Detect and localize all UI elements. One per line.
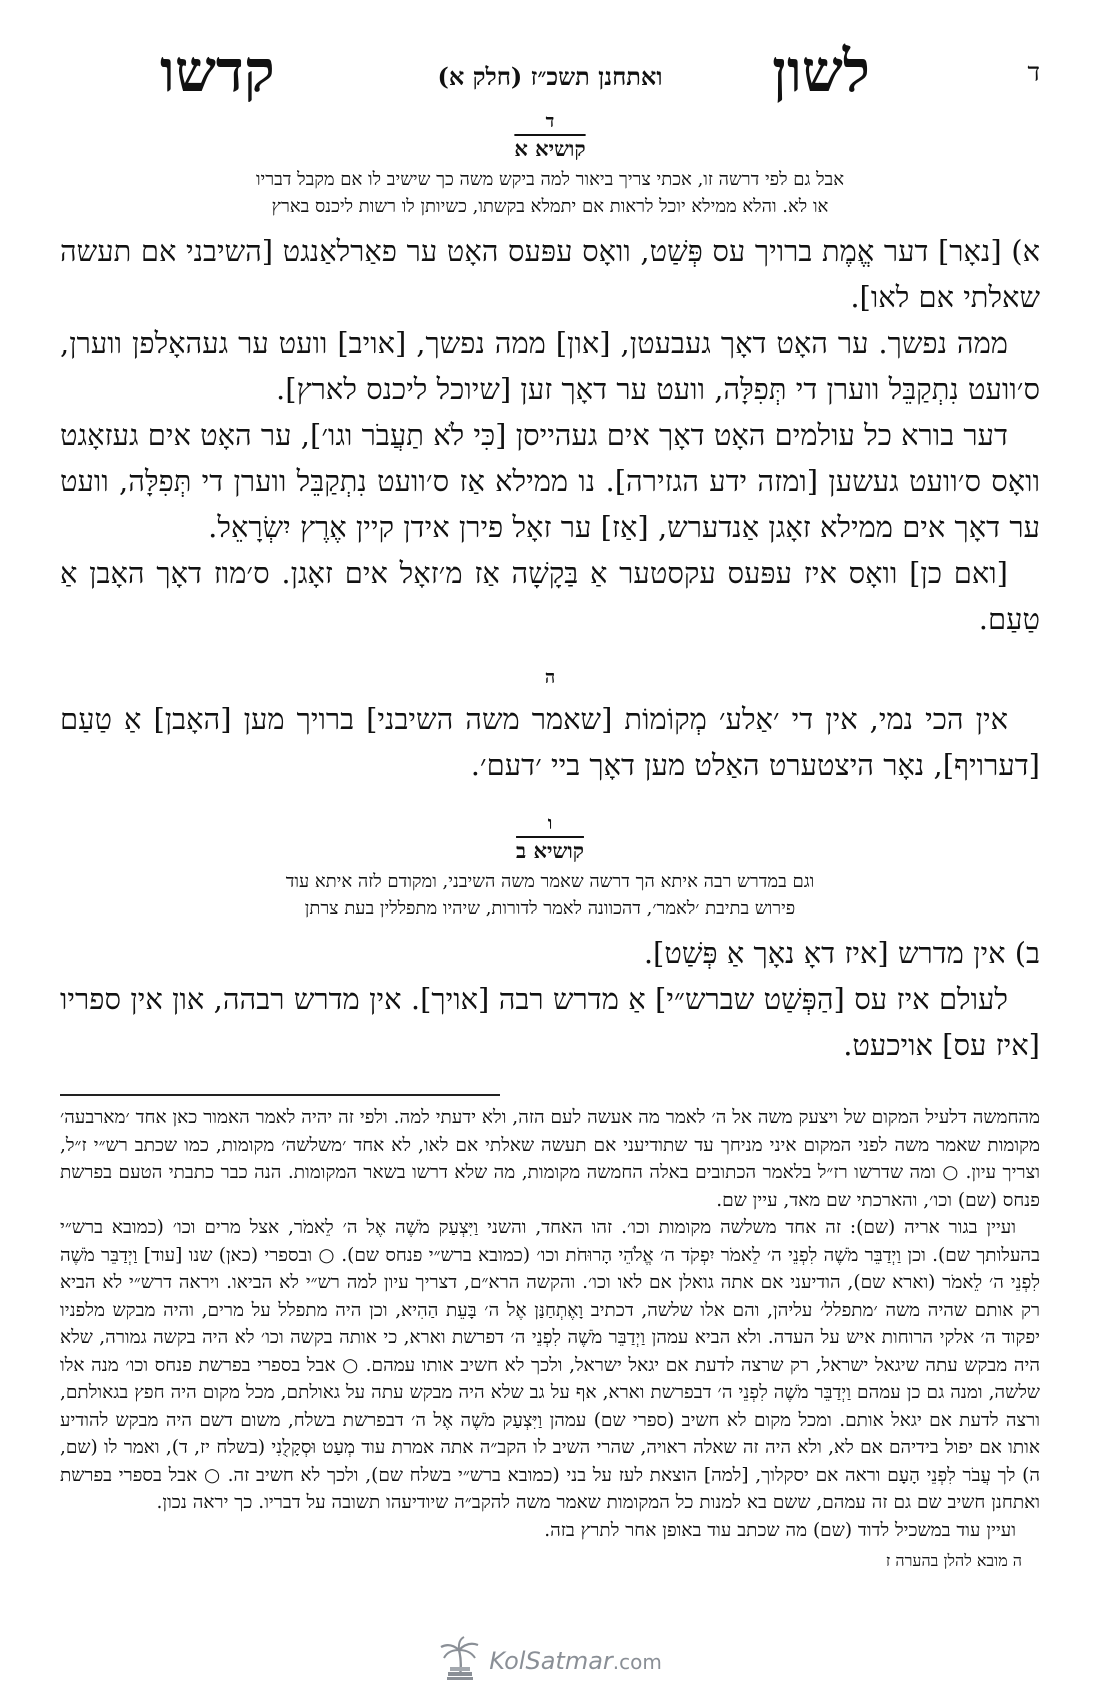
body-paragraph: לעולם איז עס [הַפְּשַׁט שברש״י] אַ מדרש רבה [אויך]. אין מדרש רבהה, און אין ספריו [איז עס] אויכעט. [60,982,1040,1062]
running-title-right: לשון [772,37,870,105]
running-title-left: קדשו [160,37,275,105]
body-paragraph: [ואם כן] וואָס איז עפּעס עקסטער אַ בַּקָשָׁה אַז מ׳זאָל אים זאָגן. ס׳מוז דאָך האָבן אַ טַעַם. [60,556,1040,636]
document-page [60,37,1040,1574]
body-paragraph: ממה נפשך. ער האָט דאָך געבעטן, [און] ממה נפשך, [אויב] וועט ער געהאָלפן ווערן, ס׳וועט נִתְקַבֵּל ווערן די תְּפִלָּה, וועט ער דאָך זען [שיוכל ליכנס לארץ]. [60,326,1040,406]
body-paragraph: ב) אין מדרש [איז דאָ נאָך אַ פְּשַׁט]. [643,936,1040,970]
logo-text [489,1647,662,1675]
quote-line: או לא. והלא ממילא יוכל לראות אם יתמלא בקשתו, כשיותן לו רשות ליכנס בארץ [271,196,829,217]
section-number: ה [544,667,556,688]
body-paragraph: דער בורא כל עולמים האָט דאָך אים געהייסן [כִּי לֹא תַעֲבֹר וגו׳], ער האָט אים געזאָגט וואָס ס׳וועט געשען [ומזה ידע הגזירה]. נו ממילא אַז ס׳וועט נִתְקַבֵּל ווערן די תְּפִלָּה, וועט ער דאָך אים ממילא זאָגן אַנדערש, [אַז] ער זאָל פירן אידן קיין אֶרֶץ יִשְׂרָאֵל. [60,418,1040,544]
page-number: ד [1027,58,1040,88]
footnote: ועיין עוד במשכיל לדוד (שם) מה שכתב עוד באופן אחר לתרץ בזה. [544,1519,1016,1541]
running-subtitle: ואתחנן תשכ״ז (חלק א) [437,62,663,91]
quote-line: אבל גם לפי דרשה זו, אכתי צריך ביאור למה ביקש משה כך שישיב לו אם מקבל דבריו [255,169,845,190]
section-quote [60,166,1040,220]
section-quote [60,868,1040,922]
body-paragraph: אין הכי נמי, אין די ׳אַלע׳ מְקוֹמוֹת [שאמר משה השיבני] ברויך מען [האָבן] אַ טַעַם [דערויף], נאָר היצטערט האַלט מען דאָך ביי ׳דעם׳. [60,702,1040,782]
section-number: ו [547,813,553,834]
section-heading: קושיא א [514,136,586,161]
body-paragraph: א) [נאָר] דער אֱמֶת ברויך עס פְּשַׁט, וואָס עפּעס האָט ער פאַרלאַנגט [השיבני אם תעשה שאלתי אם לאו]. [60,234,1040,314]
site-logo[interactable] [0,1636,1100,1686]
footnote-separator [60,1094,500,1096]
footnote: מהחמשה דלעיל המקום של ויצעק משה אל ה׳ לאמר מה אעשה לעם הזה, ולא ידעתי למה. ולפי זה יהיה לאמר האמור כאן אחד ׳מארבעה׳ מקומות שאמר משה לפני המקום איני מניחך עד שתודיעני אם תעשה שאלתי אם לאו, לא אחד ׳משלשה׳ מקומות, כמו שכתב רש״י ז״ל, וצריך עיון. ○ ומה שדרשו רז״ל בלאמר הכתובים באלה החמשה מקומות, מה שלא דרשו בשאר המקומות. הנה כבר כתבתי הטעם בפרשת פנחס (שם) וכו׳, והארכתי שם מאד, עיין שם. [60,1107,1040,1211]
footnote-reference: ה מובא להלן בהערה ז [885,1551,1022,1570]
quote-line: וגם במדרש רבה איתא הך דרשה שאמר משה השיבני, ומקודם לזה איתא עוד [285,871,815,892]
page-header [60,37,1040,105]
logo-domain: .com [612,1650,662,1674]
footnote: ועיין בגור אריה (שם): זה אחד משלשה מקומות וכו׳. זהו האחד, והשני וַיִּצְעַק מֹשֶׁה אֶל ה׳ לֵאמֹר, אצל מרים וכו׳ (כמובא ברש״י בהעלותך שם). וכן וַיְדַבֵּר מֹשֶׁה לִפְנֵי ה׳ לֵאמֹר יִפְקֹד ה׳ אֱלֹהֵי הָרוּחֹת וכו׳ (כמובא ברש״י פנחס שם). ○ ובספרי (כאן) שנו [עוד] וַיְדַבֵּר מֹשֶׁה לִפְנֵי ה׳ לֵאמֹר (וארא שם), הודיעני אם אתה גואלן אם לאו וכו׳. והקשה הרא״ם, דצריך עיון למה רש״י לא הביאו. ויראה דרש״י לא הביא רק אותם שהיה משה ׳מתפלל׳ עליהן, והם אלו שלשה, דכתיב וָאֶתְחַנַּן אֶל ה׳ בָּעֵת הַהִיא, וכן היה מתפלל על מרים, והיה מבקש מלפניו יפקוד ה׳ אלקי הרוחות איש על העדה. ולא הביא עמהן וַיְדַבֵּר מֹשֶׁה לִפְנֵי ה׳ דפרשת וארא, כי אותה בקשה וכו׳ לא היה בקשה גמורה, שלא היה מבקש עתה שיגאל ישראל, רק שרצה לדעת אם יגאל ישראל, ולכך לא חשיב אותו עמהם. ○ אבל בספרי בפרשת פנחס וכו׳ מנה אלו שלשה, ומנה גם כן עמהם וַיְדַבֵּר מֹשֶׁה לִפְנֵי ה׳ דבפרשת וארא, אף על גב שלא היה מבקש עתה על גאולתם, מכל מקום היה חפץ בגאולתם, ורצה לדעת אם יגאל אותם. ומכל מקום לא חשיב (ספרי שם) עמהן וַיִּצְעַק מֹשֶׁה אֶל ה׳ דבפרשת בשלח, משום דשם היה מבקש להודיע אותו אם יפול בידיהם אם לא, ולא היה זה שאלה ראויה, שהרי השיב לו הקב״ה אתה אמרת עוד מְעַט וּסְקָלֻנִי (בשלח יז, ד), ואמר לו (שם, ה) לך עֲבֹר לִפְנֵי הָעָם וראה אם יסקלוך, [למה] הוצאת לעז על בני (כמובא ברש״י בשלח שם), ולכך לא חשיב זה. ○ אבל בספרי בפרשת ואתחנן חשיב שם גם זה עמהם, ששם בא למנות כל המקומות שאמר משה להקב״ה שיודיעהו תשובה על דבריו. כך יראה נכון. [60,1217,1040,1513]
section-number: ד [545,111,555,132]
quote-line: פירוש בתיבת ׳לאמר׳, דהכוונה לאמר לדורות, שיהיו מתפללין בעת צרתן [304,898,796,919]
palm-tree-books-icon [438,1636,484,1686]
section-heading: קושיא ב [516,838,584,863]
logo-brand: KolSatmar [489,1647,613,1675]
